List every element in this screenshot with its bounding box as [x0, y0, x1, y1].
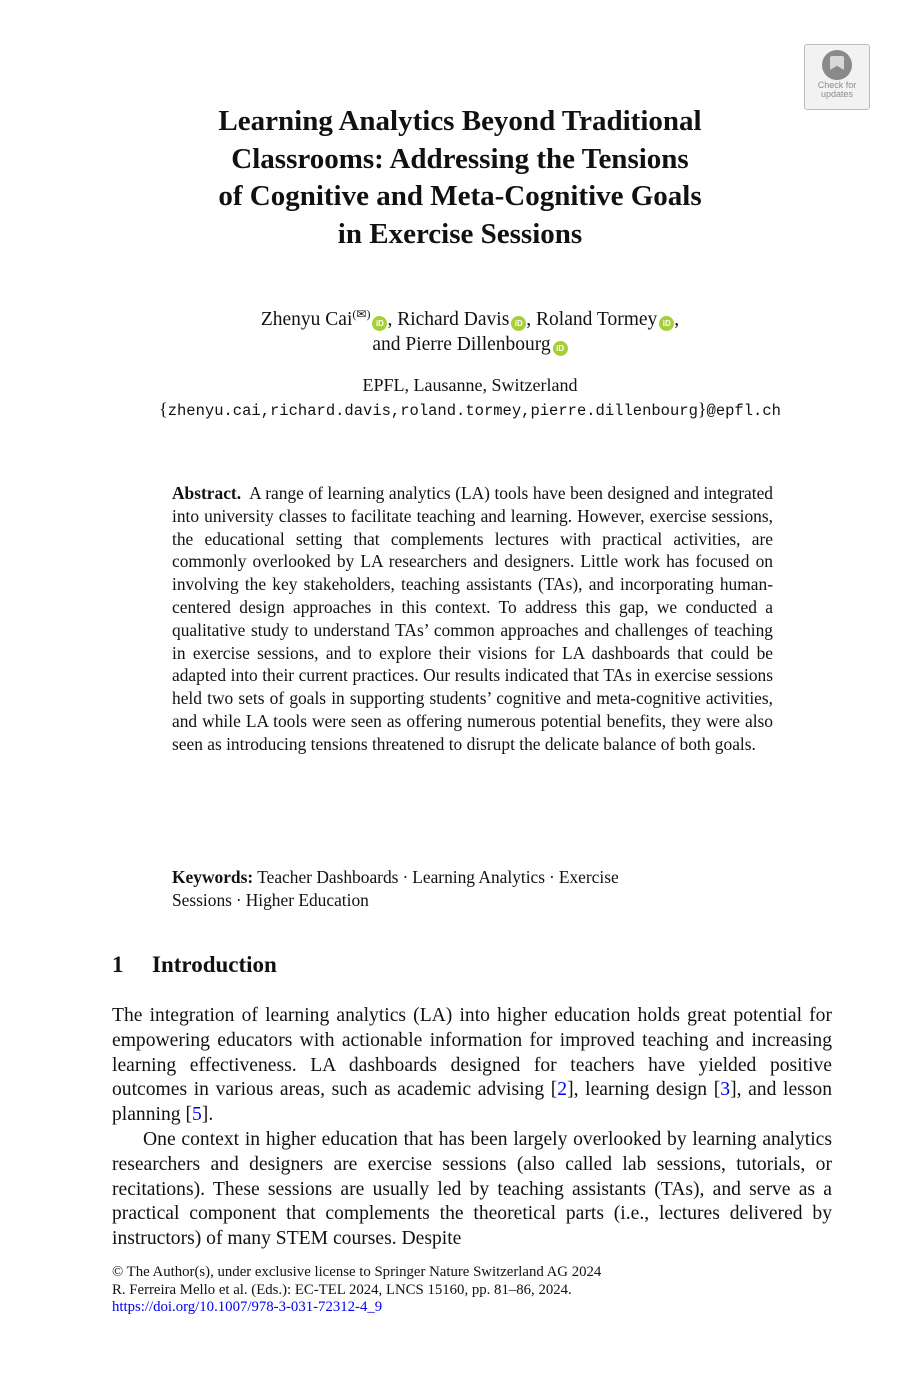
crossmark-icon — [822, 50, 852, 80]
keywords — [172, 866, 732, 911]
paragraph-text: The integration of learning analytics (LA) into higher education holds great potential for empowering educators with actionable information for improved teaching and increasing learning effectiveness. LA dashboards designed for teachers have yielded positive outcomes in various areas, such as academic advising [ — [112, 1005, 832, 1101]
keywords-label: Keywords: — [172, 867, 254, 887]
check-for-updates-badge[interactable] — [804, 44, 870, 110]
author-name: Richard Davis — [397, 309, 510, 330]
brace: { — [159, 399, 168, 419]
keyword: Higher Education — [245, 889, 369, 910]
abstract-label: Abstract. — [172, 483, 242, 503]
orcid-icon[interactable]: iD — [511, 316, 526, 331]
paragraph-text: ], and lesson planning [ — [112, 1079, 833, 1126]
keyword-separator: · — [402, 867, 409, 887]
paragraph-text: ], learning design [ — [567, 1079, 721, 1101]
author-name: Zhenyu Cai — [260, 309, 353, 330]
abstract-text: A range of learning analytics (LA) tools have been designed and integrated into university classes to facilitate teaching and learning. However, exercise sessions, the educational setting that complements lectures with practical activities, are commonly overlooked by LA researchers and designers. Little work has focused on involving the key stakeholders, teaching assistants (TAs), and incorporating humancentered design approaches in this context. To address this gap, we conducted a qualitative study to understand TAs’ common approaches and challenges of teaching in exercise sessions, and to explore their visions for LA dashboards that could be adapted into their current practices. Our results indicated that TAs in exercise sessions held two sets of goals in supporting students’ cognitive and meta-cognitive activities, and while LA tools were seen as offering numerous potential benefits, they were also seen as introducing tensions threatened to disrupt the delicate balance of both goals. — [172, 483, 773, 754]
email-domain: @epfl.ch — [706, 402, 781, 420]
keyword: Exercise Sessions — [172, 867, 619, 910]
author-emails — [100, 397, 840, 423]
abstract — [172, 482, 773, 756]
keyword: Teacher Dashboards — [257, 867, 399, 887]
citation-line: R. Ferreira Mello et al. (Eds.): EC-TEL 2024, LNCS 15160, pp. 81–86, 2024. — [112, 1281, 572, 1298]
title-line: of Cognitive and Meta-Cognitive Goals — [218, 180, 702, 212]
citation-link[interactable]: 5 — [192, 1104, 202, 1126]
paragraph — [112, 1004, 832, 1128]
orcid-icon[interactable]: iD — [372, 316, 387, 331]
introduction-body — [112, 1004, 832, 1252]
author-list — [120, 302, 820, 357]
section-number: 1 — [112, 952, 124, 977]
title-line: Classrooms: Addressing the Tensions — [231, 142, 689, 175]
separator: , — [526, 309, 537, 330]
separator: , — [387, 309, 398, 330]
crossmark-label-line1: Check for — [817, 80, 857, 90]
copyright-line: © The Author(s), under exclusive license to Springer Nature Switzerland AG 2024 — [112, 1264, 602, 1280]
paper-title — [140, 103, 780, 253]
keyword-separator: · — [549, 867, 555, 887]
footer-notice — [112, 1264, 812, 1317]
title-line: Learning Analytics Beyond Traditional — [218, 105, 702, 137]
orcid-icon[interactable]: iD — [553, 341, 568, 356]
paragraph-text: ]. — [201, 1104, 214, 1126]
title-line: in Exercise Sessions — [337, 217, 583, 250]
citation-link[interactable]: 3 — [720, 1079, 731, 1101]
crossmark-label-line2: updates — [820, 89, 854, 99]
separator: , — [674, 309, 680, 330]
paragraph: One context in higher education that has been largely overlooked by learning analytics researchers and designers are exercise sessions (also called lab sessions, tutorials, or recitations). These sessions are usually led by teaching assistants (TAs), and serve as a practical component that complements the theoretical parts (i.e., lectures delivered by instructors) of many STEM courses. Despite — [112, 1128, 832, 1250]
orcid-icon[interactable]: iD — [659, 316, 674, 331]
corresponding-author-mail-icon[interactable]: (✉) — [352, 307, 371, 321]
affiliation: EPFL, Lausanne, Switzerland — [362, 375, 578, 395]
brace: } — [697, 399, 707, 419]
doi-link[interactable]: https://doi.org/10.1007/978-3-031-72312-4_9 — [112, 1299, 383, 1315]
keyword: Learning Analytics — [412, 867, 546, 887]
section-heading — [112, 950, 277, 980]
section-title: Introduction — [152, 952, 277, 977]
keyword-separator: · — [235, 889, 242, 910]
author-name: Roland Tormey — [536, 309, 658, 330]
citation-link[interactable]: 2 — [557, 1079, 568, 1101]
email-users: zhenyu.cai,richard.davis,roland.tormey,pierre.dillenbourg — [167, 402, 698, 420]
author-name: Pierre Dillenbourg — [405, 334, 551, 355]
conjunction: and — [372, 334, 406, 355]
